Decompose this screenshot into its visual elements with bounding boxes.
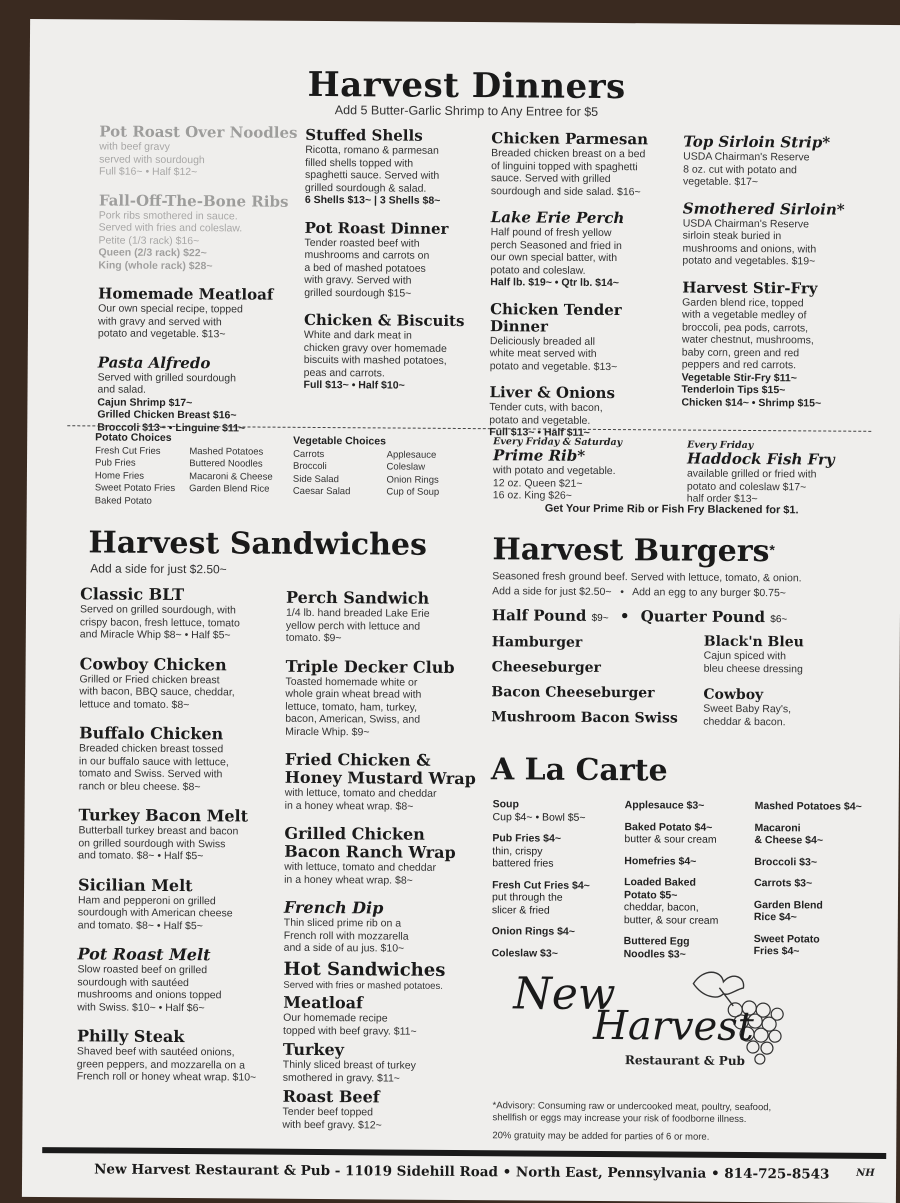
menu-item-name: Stuffed Shells (305, 125, 423, 145)
alacarte-item-name: Fresh Cut Fries $4~ (492, 878, 590, 892)
quarter-pound-label: Quarter Pound (640, 607, 766, 627)
alacarte-item (624, 876, 750, 927)
advisory-text: *Advisory: Consuming raw or undercooked meat, poultry, seafood, shellfish or eggs may increase your risk of foodborne illness. (492, 1100, 772, 1125)
menu-item (491, 130, 681, 198)
potato-choice: Mashed Potatoes (189, 445, 264, 458)
logo-tagline: Restaurant & Pub (624, 1053, 746, 1068)
burger-list-right (703, 634, 874, 741)
alacarte-item (492, 947, 616, 960)
menu-item-desc: Slow roasted beef on grilled sourdough with sautéed mushrooms and onions topped with Swiss. $10~ • Half $6~ (77, 963, 222, 1014)
alacarte-item-name: Soup (492, 798, 519, 811)
menu-item-desc: Breaded chicken breast on a bed of linguini topped with spaghetti sauce. Served with grilled sourdough and side salad. $16~ (490, 147, 646, 198)
potato-choice: Buttered Noodles (189, 458, 263, 470)
alacarte-item-desc: cheddar, bacon, butter, & sour cream (623, 901, 719, 927)
alacarte-item (755, 800, 875, 813)
potato-choice: Sweet Potato Fries (94, 482, 176, 494)
quarter-pound-price: $6~ (770, 614, 788, 626)
potato-choice: Macaroni & Cheese (189, 470, 273, 483)
menu-item-desc: Our homemade recipe topped with beef gravy. $11~ (283, 1011, 417, 1038)
alacarte-item-name: Carrots $3~ (754, 877, 813, 890)
prime-rib-desc: with potato and vegetable. 12 oz. Queen $21~ 16 oz. King $26~ (492, 464, 616, 502)
menu-item (79, 655, 289, 712)
menu-item-desc: Breaded chicken breast tossed in our buffalo sauce with lettuce, tomato and Swiss. Served with ranch or bleu cheese. $8~ (78, 742, 229, 793)
alacarte-item (624, 935, 750, 961)
burgers-star: * (769, 541, 775, 558)
burger-item (703, 687, 873, 729)
menu-item-name: French Dip (283, 897, 384, 918)
alacarte-item (624, 821, 750, 847)
alacarte-item-name: Onion Rings $4~ (491, 925, 575, 938)
alacarte-item-name: Broccoli $3~ (754, 855, 818, 868)
menu-item (682, 200, 882, 268)
alacarte-item (754, 822, 874, 848)
menu-item-name: Classic BLT (80, 584, 185, 605)
menu-item-name: Pot Roast Dinner (304, 218, 449, 238)
logo-line-2: Harvest (592, 1002, 754, 1051)
vegetable-choices-heading: Vegetable Choices (293, 434, 387, 448)
menu-item (489, 384, 679, 440)
vegetable-choice: Coleslaw (386, 461, 426, 473)
vegetable-choice: Applesauce (386, 448, 437, 461)
alacarte-col-3 (754, 800, 875, 967)
burgers-line-2: Add a side for just $2.50~ • Add an egg to any burger $0.75~ (492, 585, 786, 600)
menu-item-desc: Shaved beef with sautéed onions, green peppers, and mozzarella on a French roll or honey wheat wrap. $10~ (76, 1045, 257, 1084)
menu-item-name: Liver & Onions (489, 383, 616, 403)
alacarte-item (493, 798, 617, 824)
alacarte-item-name: Buttered Egg Noodles $3~ (623, 935, 690, 961)
half-pound-label: Half Pound (491, 606, 587, 625)
dinners-col-2 (303, 127, 487, 406)
sandwiches-col-1 (77, 585, 291, 1098)
vegetable-choice: Broccoli (292, 460, 327, 473)
menu-item-desc: 1/4 lb. hand breaded Lake Erie yellow perch with lettuce and tomato. $9~ (285, 606, 430, 645)
alacarte-item (492, 832, 616, 870)
burger-item (704, 634, 874, 676)
burger-item-name: Black'n Bleu (703, 633, 804, 651)
potato-choice: Garden Blend Rice (189, 483, 270, 495)
alacarte-item-desc: thin, crispy battered fries (492, 844, 554, 870)
menu-item-name: Fall-Off-The-Bone Ribs (98, 190, 289, 211)
burger-item: Cheeseburger (491, 659, 602, 676)
menu-item-name: Top Sirloin Strip* (683, 132, 831, 152)
menu-item-desc: Our own special recipe, topped with gravy and served with potato and vegetable. $13~ (97, 302, 243, 341)
veg-list-a (293, 448, 351, 498)
menu-item-price: Queen (2/3 rack) $22~ King (whole rack) $28~ (98, 246, 213, 272)
burger-sizes (492, 606, 787, 626)
footer-mark-logo: NH (856, 1167, 875, 1179)
menu-item (490, 301, 680, 374)
menu-item-desc: Ham and pepperoni on grilled sourdough with American cheese and tomato. $8~ • Half $5~ (77, 893, 233, 932)
hot-sandwiches-title: Hot Sandwiches (283, 958, 446, 981)
menu-item-name: Chicken Parmesan (491, 129, 649, 149)
burger-item: Hamburger (491, 634, 583, 651)
alacarte-item-name: Homefries $4~ (624, 854, 697, 868)
page-subtitle: Add 5 Butter-Garlic Shrimp to Any Entree for $5 (334, 103, 599, 119)
potato-choice: Home Fries (94, 469, 145, 482)
burger-item-desc: Cajun spiced with bleu cheese dressing (703, 649, 803, 675)
alacarte-item (492, 925, 616, 938)
gratuity-text: 20% gratuity may be added for parties of 6 or more. (492, 1130, 710, 1143)
alacarte-item-name: Mashed Potatoes $4~ (754, 800, 862, 813)
menu-item-desc: Tender cuts, with bacon, potato and vegetable. (489, 401, 603, 427)
prime-rib-name: Prime Rib* (493, 446, 586, 465)
menu-item-name: Homemade Meatloaf (98, 284, 274, 304)
burger-item-desc: Sweet Baby Ray's, cheddar & bacon. (703, 702, 792, 728)
vegetable-choice: Caesar Salad (292, 485, 351, 498)
menu-item (78, 806, 288, 863)
dinners-col-3 (489, 130, 681, 452)
dinners-col-1 (97, 123, 299, 448)
veg-list-b (386, 449, 439, 499)
menu-item (283, 994, 483, 1038)
menu-item-name: Cowboy Chicken (79, 653, 227, 674)
menu-item-name: Chicken & Biscuits (303, 310, 465, 331)
hot-sandwiches (282, 959, 483, 1136)
menu-item-desc: Tender roasted beef with mushrooms and carrots on a bed of mashed potatoes with gravy. Served with grilled sourdough $15~ (304, 236, 430, 300)
alacarte-item-desc: put through the slicer & fried (491, 891, 563, 917)
menu-item-price: Full $13~ • Half $10~ (303, 378, 405, 392)
menu-item-desc: Served on grilled sourdough, with crispy bacon, fresh lettuce, tomato and Miracle Whip $8~ • Half $5~ (79, 603, 240, 642)
menu-item (98, 285, 298, 341)
burgers-line-1: Seasoned fresh ground beef. Served with lettuce, tomato, & onion. (492, 570, 802, 585)
alacarte-item-name: Sweet Potato Fries $4~ (753, 932, 820, 958)
menu-item-name: Triple Decker Club (285, 656, 455, 677)
burger-item: Bacon Cheeseburger (491, 684, 655, 702)
menu-item (305, 127, 488, 208)
menu-item (284, 825, 480, 887)
potato-list-b (189, 446, 273, 509)
menu-page (22, 19, 900, 1203)
menu-item-desc: Garden blend rice, topped with a vegetable medley of broccoli, pea pods, carrots, water chestnut, mushrooms, baby corn, green and red peppers and red carrots. (681, 296, 814, 372)
fish-fry-tag: Every Friday (687, 439, 754, 452)
footer-rule (42, 1147, 886, 1159)
alacarte-item (754, 856, 874, 869)
menu-item-name: Pot Roast Over Noodles (99, 122, 298, 142)
menu-item-price: Full $13~ • Half $11~ (489, 426, 590, 439)
menu-item (99, 123, 299, 179)
menu-item (683, 134, 883, 190)
menu-item (78, 876, 288, 933)
menu-item-desc: Pork ribs smothered in sauce. Served with fries and coleslaw. Petite (1/3 rack) $16~ (98, 208, 243, 247)
menu-item-desc: USDA Chairman's Reserve 8 oz. cut with potato and vegetable. $17~ (682, 150, 810, 189)
vegetable-choices (293, 435, 493, 500)
menu-item-name: Turkey Bacon Melt (78, 805, 249, 826)
menu-item-desc: Ricotta, romano & parmesan filled shells topped with spaghetti sauce. Served with grilled sourdough & salad. (304, 143, 440, 195)
menu-item-name: Buffalo Chicken (79, 723, 224, 744)
menu-item-name: Chicken Tender Dinner (489, 299, 622, 336)
menu-item-name: Philly Steak (76, 1026, 185, 1047)
menu-item-desc: Thinly sliced breast of turkey smothered in gravy. $11~ (282, 1058, 416, 1085)
prime-rib-special (493, 436, 683, 503)
logo-line-1: New (513, 968, 616, 1021)
menu-item-name: Lake Erie Perch (490, 208, 625, 228)
alacarte-item (624, 855, 750, 868)
menu-item (98, 192, 299, 273)
menu-item-desc: Butterball turkey breast and bacon on grilled sourdough with Swiss and tomato. $8~ • Half $5~ (78, 824, 239, 863)
fish-fry-name: Haddock Fish Fry (687, 449, 835, 469)
menu-item (77, 945, 287, 1014)
potato-choice: Pub Fries (94, 457, 136, 469)
menu-item (80, 585, 290, 642)
alacarte-title: A La Carte (490, 752, 668, 789)
menu-item-desc: Grilled or Fried chicken breast with bacon, BBQ sauce, cheddar, lettuce and tomato. $8~ (79, 672, 235, 711)
menu-item-desc: Half pound of fresh yellow perch Seasoned and fried in our own special batter, with potato and coleslaw. (490, 226, 622, 277)
menu-item-price: Vegetable Stir-Fry $11~ Tenderloin Tips $15~ Chicken $14~ • Shrimp $15~ (681, 371, 822, 409)
potato-choice: Fresh Cut Fries (95, 444, 161, 457)
menu-item-name: Grilled Chicken Bacon Ranch Wrap (284, 823, 456, 862)
menu-item-desc: with lettuce, tomato and cheddar in a honey wheat wrap. $8~ (284, 860, 437, 887)
alacarte-item-name: Macaroni & Cheese $4~ (754, 821, 824, 847)
alacarte-item-name: Baked Potato $4~ (624, 820, 713, 834)
hot-sandwiches-list (282, 994, 483, 1132)
menu-item-name: Pot Roast Melt (77, 944, 211, 965)
burger-item: Mushroom Bacon Swiss (491, 709, 678, 727)
menu-item-desc: Served with grilled sourdough and salad. (97, 370, 237, 396)
vegetable-choice: Side Salad (292, 473, 339, 485)
menu-item-name: Fried Chicken & Honey Mustard Wrap (284, 749, 476, 789)
alacarte-item (754, 877, 874, 890)
alacarte-item-name: Coleslaw $3~ (491, 946, 558, 960)
menu-item (283, 1041, 483, 1085)
burger-item-name: Cowboy (703, 686, 764, 704)
potato-list-a (95, 445, 176, 508)
menu-item (77, 1027, 287, 1084)
menu-item (304, 312, 487, 393)
alacarte-item (754, 933, 874, 959)
menu-item (285, 751, 481, 813)
menu-item-desc: Toasted homemade white or whole grain wheat bread with lettuce, tomato, ham, turkey, bacon, American, Swiss, and Miracle Whip. $9~ (285, 675, 422, 738)
menu-item (284, 899, 480, 956)
menu-item-name: Turkey (282, 1039, 345, 1060)
menu-item-name: Meatloaf (283, 992, 363, 1013)
alacarte-col-2 (624, 799, 751, 970)
menu-item-desc: Thin sliced prime rib on a French roll with mozzarella and a side of au jus. $10~ (283, 916, 409, 955)
menu-item-desc: with beef gravy served with sourdough Full $16~ • Half $12~ (99, 140, 205, 179)
alacarte-item-name: Applesauce $3~ (624, 799, 705, 812)
alacarte-item (625, 799, 751, 812)
potato-choices (95, 431, 296, 508)
menu-item (79, 724, 289, 793)
menu-item (282, 1088, 482, 1132)
burger-list-left (491, 634, 692, 735)
vegetable-choice: Onion Rings (386, 473, 439, 486)
menu-item-desc: Deliciously breaded all white meat served with potato and vegetable. $13~ (489, 334, 618, 373)
menu-item-desc: USDA Chairman's Reserve sirloin steak buried in mushrooms and onions, with potato and vegetables. $19~ (682, 217, 817, 268)
blackened-note: Get Your Prime Rib or Fish Fry Blackened for $1. (544, 502, 799, 517)
menu-item (490, 209, 681, 290)
menu-item-desc: White and dark meat in chicken gravy over homemade biscuits with mashed potatoes, peas and carrots. (303, 328, 447, 379)
menu-item-price: Cajun Shrimp $17~ Grilled Chicken Breast $16~ Broccoli $13~ • Linguine $11~ (97, 395, 246, 434)
burgers-title: Harvest Burgers (492, 532, 770, 570)
prime-rib-tag: Every Friday & Saturday (493, 436, 623, 449)
alacarte-col-1 (492, 798, 617, 969)
menu-item (97, 354, 298, 435)
menu-item-name: Smothered Sirloin* (682, 199, 845, 219)
menu-item (286, 589, 482, 646)
new-harvest-logo (493, 968, 834, 1090)
menu-item-desc: with lettuce, tomato and cheddar in a honey wheat wrap. $8~ (284, 786, 437, 813)
alacarte-item (754, 899, 874, 925)
alacarte-item-name: Garden Blend Rice $4~ (753, 898, 823, 924)
size-separator: • (619, 607, 630, 626)
menu-item-name: Harvest Stir-Fry (682, 278, 818, 297)
dinners-col-4 (681, 134, 883, 422)
burgers-header (492, 532, 872, 570)
alacarte-item-name: Loaded Baked Potato $5~ (623, 876, 696, 902)
fish-fry-desc: available grilled or fried with potato and coleslaw $17~ half order $13~ (686, 467, 817, 506)
page-title: Harvest Dinners (307, 64, 626, 108)
menu-item-name: Perch Sandwich (286, 587, 430, 608)
alacarte-item-name: Pub Fries $4~ (492, 832, 562, 845)
sandwiches-col-2 (284, 589, 483, 969)
fish-fry-special (687, 440, 877, 507)
half-pound-price: $9~ (591, 612, 609, 625)
footer-address: New Harvest Restaurant & Pub - 11019 Sidehill Road • North East, Pennsylvania • 814-725-8543 (94, 1161, 830, 1183)
alacarte-item-desc: butter & sour cream (624, 833, 717, 846)
menu-item-name: Sicilian Melt (78, 874, 193, 895)
sandwiches-title: Harvest Sandwiches (88, 525, 428, 563)
menu-item-name: Pasta Alfredo (97, 352, 211, 372)
vegetable-choice: Cup of Soup (386, 486, 440, 498)
alacarte-item (492, 879, 616, 917)
potato-choice: Baked Potato (94, 494, 152, 507)
menu-item-price: 6 Shells $13~ | 3 Shells $8~ (304, 193, 441, 207)
menu-item-name: Roast Beef (282, 1086, 380, 1107)
vegetable-choice: Carrots (293, 448, 325, 460)
sandwiches-subtitle: Add a side for just $2.50~ (90, 561, 227, 577)
menu-item (681, 279, 882, 410)
menu-item-desc: Tender beef topped with beef gravy. $12~ (282, 1105, 382, 1131)
menu-item (285, 657, 482, 739)
alacarte-item-desc: Cup $4~ • Bowl $5~ (492, 810, 586, 824)
potato-choices-heading: Potato Choices (95, 431, 172, 444)
menu-item (304, 219, 487, 300)
menu-item-price: Half lb. $19~ • Qtr lb. $14~ (490, 276, 619, 290)
hot-sandwiches-subtitle: Served with fries or mashed potatoes. (283, 979, 443, 992)
